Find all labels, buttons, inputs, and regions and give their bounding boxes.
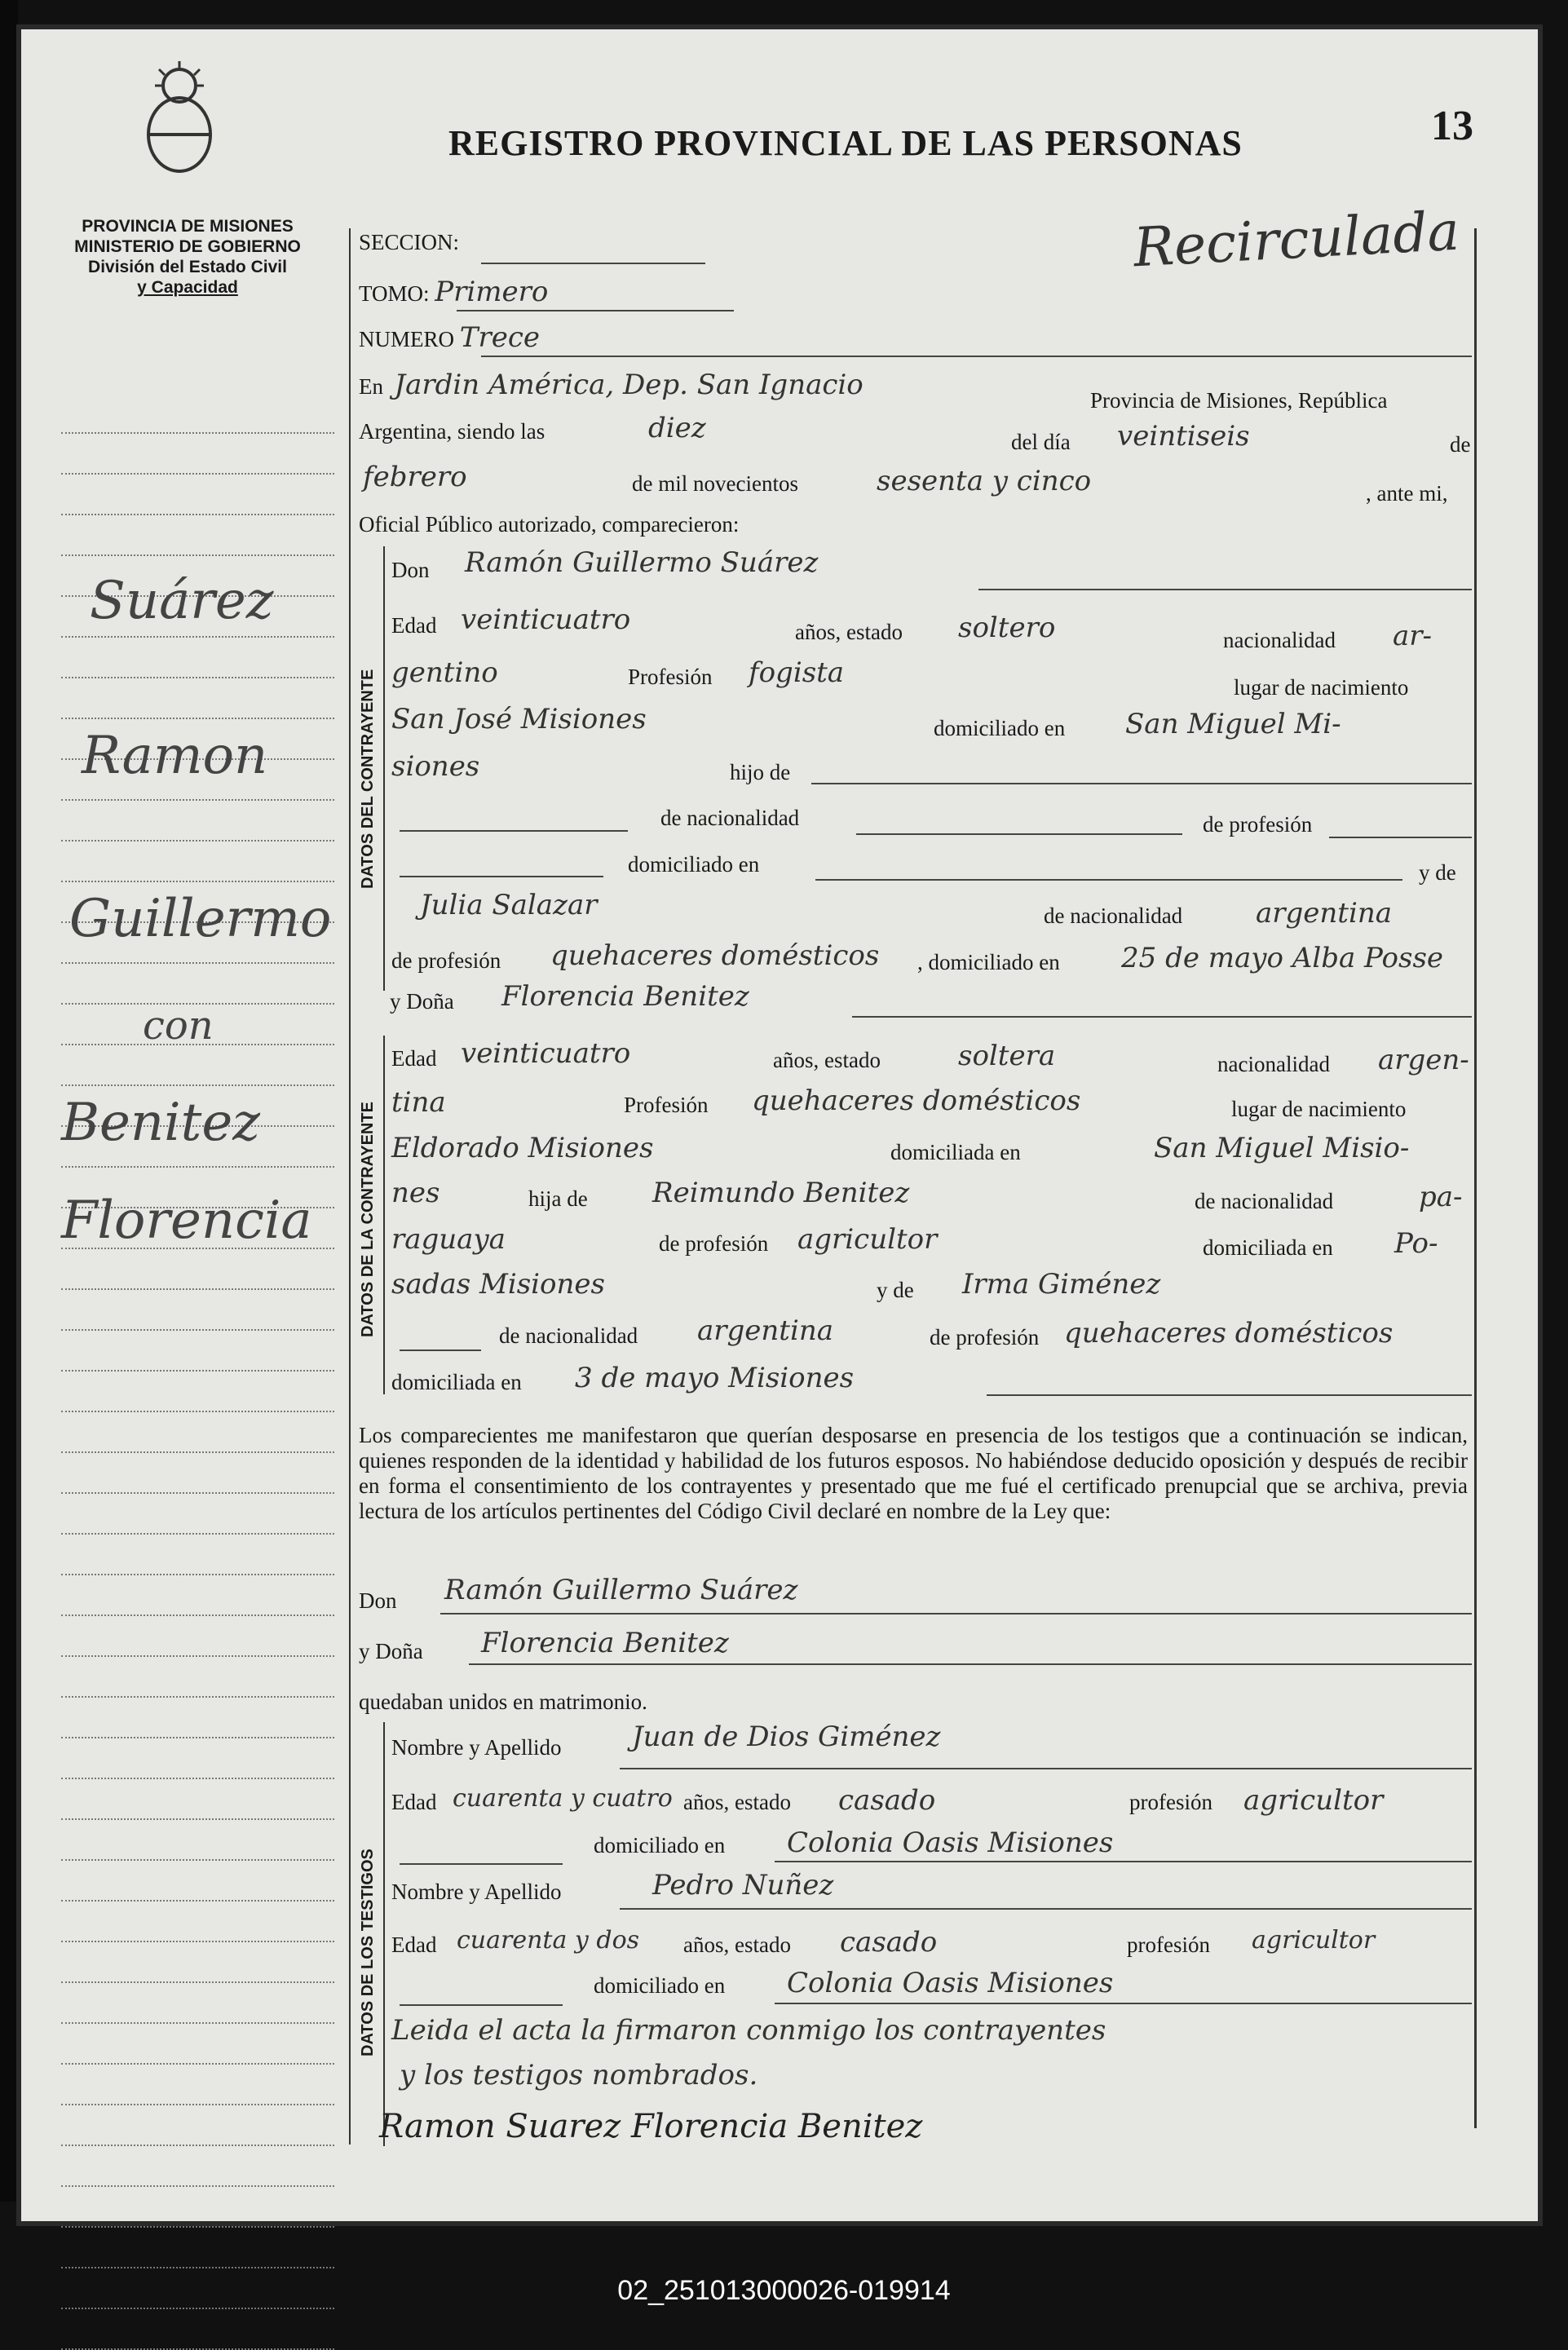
padre-prof-label: de profesión	[1203, 812, 1313, 837]
contrayente-female-caption: DATOS DE LA CONTRAYENTE	[359, 1102, 377, 1337]
t2-nombre-label: Nombre y Apellido	[391, 1880, 562, 1904]
margin-name-3: Florencia	[61, 1190, 312, 1251]
yde-label: y de	[1419, 860, 1456, 885]
madre-name-2: Irma Giménez	[962, 1268, 1161, 1301]
decl-dona-name: Florencia Benitez	[481, 1627, 729, 1659]
t1-dom-label: domiciliado en	[594, 1833, 726, 1857]
domicilio-value-b: siones	[391, 750, 480, 783]
madre-prof-value: quehaceres domésticos	[550, 939, 880, 972]
t1-edad-label: Edad	[391, 1790, 437, 1814]
hija-label: hija de	[528, 1186, 588, 1211]
madre-nac-label: de nacionalidad	[1044, 903, 1183, 928]
t2-estado: casado	[840, 1926, 938, 1959]
margin-rule	[61, 1778, 334, 1779]
numero-line	[481, 356, 1472, 357]
margin-rule	[61, 1451, 334, 1453]
margin-rule	[61, 1941, 334, 1942]
coat-of-arms-icon	[135, 57, 224, 179]
padre-nac-value-2a: pa-	[1419, 1181, 1463, 1213]
margin-rule	[61, 473, 334, 475]
madre-prof-label-2: de profesión	[930, 1325, 1040, 1349]
contrayente-female-name: Florencia Benitez	[501, 980, 749, 1013]
margin-rule	[61, 881, 334, 882]
margin-rule	[61, 1655, 334, 1657]
madre-prof-value-2: quehaceres domésticos	[1064, 1317, 1394, 1349]
t1-name: Juan de Dios Giménez	[632, 1721, 941, 1753]
recirculada-stamp: Recirculada	[1132, 199, 1461, 280]
t2-dom-blank	[400, 2004, 563, 2006]
t1-dom-blank	[400, 1863, 563, 1865]
seccion-line	[481, 263, 705, 264]
domicilio-value-2b: nes	[391, 1177, 440, 1209]
t2-dom-line	[775, 2003, 1472, 2004]
margin-rule	[61, 1859, 334, 1861]
dia-label: del día	[1011, 430, 1071, 454]
domicilio-label-2: domiciliada en	[890, 1140, 1021, 1164]
domicilio-value-a: San Miguel Mi-	[1125, 708, 1341, 740]
t1-nombre-label: Nombre y Apellido	[391, 1735, 562, 1760]
estado-label: años, estado	[795, 620, 903, 644]
madre-prof-label: de profesión	[391, 948, 501, 973]
padre-dom-value-2a: Po-	[1394, 1227, 1438, 1260]
t1-nombre-line	[620, 1768, 1472, 1769]
madre-dom-label-2: domiciliada en	[391, 1370, 522, 1394]
margin-surname: Suárez	[90, 571, 274, 631]
nacionalidad-value-2a: argen-	[1378, 1044, 1469, 1076]
estado-value-2: soltera	[958, 1040, 1056, 1072]
t2-prof-label: profesión	[1127, 1933, 1210, 1957]
margin-rule	[61, 1615, 334, 1616]
margin-rule	[61, 2267, 334, 2268]
margin-column	[49, 204, 338, 2145]
t1-dom-line	[775, 1861, 1472, 1862]
decl-don-name: Ramón Guillermo Suárez	[444, 1574, 798, 1606]
right-border	[1474, 228, 1477, 2128]
padre-dom-label: domiciliado en	[628, 852, 760, 877]
margin-rule	[61, 1166, 334, 1168]
mes-value: febrero	[363, 461, 467, 493]
t2-dom-label: domiciliado en	[594, 1973, 726, 1998]
madre-dom-line	[987, 1394, 1472, 1396]
t1-dom: Colonia Oasis Misiones	[787, 1827, 1114, 1859]
decl-don-line	[440, 1613, 1472, 1615]
lugar-nacimiento-label-2: lugar de nacimiento	[1231, 1097, 1407, 1121]
lugar-nacimiento-value-2: Eldorado Misiones	[391, 1132, 654, 1164]
column-divider	[349, 228, 351, 2145]
contrayente-caption: DATOS DEL CONTRAYENTE	[359, 669, 377, 889]
margin-rule	[61, 1329, 334, 1331]
t2-name: Pedro Nuñez	[652, 1869, 834, 1902]
margin-rule	[61, 1900, 334, 1902]
t2-estado-label: años, estado	[683, 1933, 791, 1957]
margin-rule	[61, 718, 334, 719]
testigos-caption: DATOS DE LOS TESTIGOS	[359, 1849, 377, 2056]
division-label: División del Estado Civil	[88, 258, 287, 276]
margin-rule	[61, 1084, 334, 1086]
lugar-nacimiento-value: San José Misiones	[391, 703, 647, 735]
lugar-row	[359, 369, 864, 401]
t2-nombre-line	[620, 1908, 1472, 1910]
anio-label: de mil novecientos	[632, 471, 798, 496]
margin-rule	[61, 840, 334, 841]
padre-name-2: Reimundo Benitez	[652, 1177, 910, 1209]
padre-nac-line	[856, 833, 1182, 835]
t1-estado-label: años, estado	[683, 1790, 791, 1814]
margin-rule	[61, 2308, 334, 2309]
margin-rule	[61, 2226, 334, 2228]
lugar-nacimiento-label: lugar de nacimiento	[1234, 675, 1409, 700]
padre-nac-value-2b: raguaya	[391, 1223, 506, 1256]
estado-label-2: años, estado	[773, 1048, 881, 1072]
lugar-value: Jardin América, Dep. San Ignacio	[394, 369, 864, 401]
margin-rule	[61, 2063, 334, 2065]
madre-dom-value-2: 3 de mayo Misiones	[575, 1362, 855, 1394]
seccion-label: SECCION:	[359, 230, 460, 254]
ante-mi: , ante mi,	[1366, 481, 1448, 506]
margin-rule	[61, 1981, 334, 1983]
numero-label: NUMERO	[359, 327, 455, 351]
margin-rule	[61, 1574, 334, 1575]
profesion-value-2: quehaceres domésticos	[752, 1084, 1081, 1117]
page-title: REGISTRO PROVINCIAL DE LAS PERSONAS	[448, 123, 1243, 163]
padre-dom-value-2b: sadas Misiones	[391, 1268, 605, 1301]
madre-nac-label-2: de nacionalidad	[499, 1323, 638, 1348]
numero-row	[359, 321, 540, 354]
padre-nac-label: de nacionalidad	[660, 806, 800, 830]
margin-rule	[61, 962, 334, 964]
margin-name-1: Ramon	[82, 726, 268, 786]
hora-value: diez	[648, 412, 706, 444]
madre-name: Julia Salazar	[420, 889, 598, 921]
padre-dom-line	[815, 879, 1402, 881]
ministry-label: MINISTERIO DE GOBIERNO	[74, 237, 301, 256]
nacionalidad-value-2b: tina	[391, 1086, 446, 1119]
tomo-line	[457, 310, 734, 311]
numero-value: Trece	[459, 321, 540, 354]
padre-nac-label-2: de nacionalidad	[1195, 1189, 1334, 1213]
margin-rule	[61, 1696, 334, 1698]
nacionalidad-label-2: nacionalidad	[1217, 1052, 1330, 1076]
madre-nac-value-2: argentina	[697, 1314, 834, 1347]
provincia-text: Provincia de Misiones, República	[1090, 388, 1388, 413]
margin-rule	[61, 1288, 334, 1290]
tomo-row	[359, 276, 548, 308]
padre-dom-label-2: domiciliada en	[1203, 1235, 1333, 1260]
margin-rule	[61, 2022, 334, 2024]
t2-dom: Colonia Oasis Misiones	[787, 1967, 1114, 1999]
seccion-row	[359, 230, 459, 255]
padre-line	[811, 783, 1472, 784]
dona-label: y Doña	[390, 989, 454, 1014]
division-label-2: y Capacidad	[137, 278, 238, 297]
margin-rule	[61, 1818, 334, 1820]
padre-prof-label-2: de profesión	[659, 1231, 769, 1256]
closing-note-b: y los testigos nombrados.	[400, 2059, 758, 2092]
margin-rule	[61, 554, 334, 556]
t1-prof-label: profesión	[1129, 1790, 1212, 1814]
profesion-label: Profesión	[628, 665, 713, 689]
unidos-text: quedaban unidos en matrimonio.	[359, 1690, 647, 1714]
dona-line	[852, 1016, 1472, 1018]
contrayente-name: Ramón Guillermo Suárez	[465, 546, 819, 579]
closing-note-a: Leida el acta la firmaron conmigo los contrayentes	[391, 2014, 1106, 2047]
padre-nac-blank	[400, 830, 628, 832]
decl-don-label: Don	[359, 1588, 397, 1613]
profesion-label-2: Profesión	[624, 1093, 709, 1117]
argentina-text: Argentina, siendo las	[359, 419, 545, 444]
margin-rule	[61, 1411, 334, 1412]
decl-dona-label: y Doña	[359, 1639, 423, 1663]
dia-value: veintiseis	[1117, 420, 1250, 453]
nacionalidad-value-b: gentino	[391, 656, 498, 689]
decl-dona-line	[469, 1663, 1472, 1665]
nacionalidad-value-a: ar-	[1393, 620, 1433, 652]
margin-surname-2: Benitez	[61, 1093, 260, 1153]
page-number: 13	[1431, 103, 1473, 149]
margin-rule	[61, 1737, 334, 1738]
margin-rule	[61, 636, 334, 638]
yde-label-2: y de	[877, 1278, 914, 1302]
t2-edad-label: Edad	[391, 1933, 437, 1957]
margin-rule	[61, 1533, 334, 1535]
nacionalidad-label: nacionalidad	[1223, 628, 1336, 652]
edad-label: Edad	[391, 613, 437, 638]
estado-value: soltero	[958, 612, 1056, 644]
tomo-label: TOMO:	[359, 281, 430, 306]
margin-connector: con	[143, 1003, 214, 1049]
madre-nac-value: argentina	[1256, 897, 1393, 930]
padre-prof-line	[1329, 837, 1472, 838]
padre-prof-blank	[400, 876, 603, 877]
margin-rule	[61, 1370, 334, 1372]
profesion-value: fogista	[749, 656, 845, 689]
madre-blank-line	[400, 1349, 481, 1351]
hijo-label: hijo de	[730, 760, 791, 784]
margin-rule	[61, 2145, 334, 2146]
padre-prof-value-2: agricultor	[797, 1223, 938, 1256]
margin-rule	[61, 677, 334, 678]
margin-name-2: Guillermo	[69, 889, 332, 949]
book-spine	[0, 0, 18, 2202]
t1-edad: cuarenta y cuatro	[453, 1784, 673, 1813]
margin-rule	[61, 514, 334, 515]
edad-label-2: Edad	[391, 1046, 437, 1071]
t1-estado: casado	[838, 1784, 936, 1817]
madre-dom-label: , domiciliado en	[917, 950, 1060, 974]
signatures: Ramon Suarez Florencia Benitez	[379, 2108, 923, 2145]
oficial-text: Oficial Público autorizado, comparecieron:	[359, 512, 740, 537]
margin-rule	[61, 1492, 334, 1494]
province-label: PROVINCIA DE MISIONES	[82, 217, 294, 236]
t2-prof: agricultor	[1252, 1926, 1376, 1955]
anio-value: sesenta y cinco	[877, 465, 1092, 497]
margin-rule	[61, 2104, 334, 2105]
archive-code: 02_251013000026-019914	[617, 2275, 951, 2306]
t2-edad: cuarenta y dos	[457, 1926, 640, 1955]
tomo-value: Primero	[435, 276, 549, 308]
edad-value-2: veinticuatro	[461, 1037, 631, 1070]
en-label: En	[359, 374, 383, 399]
domicilio-value-2a: San Miguel Misio-	[1154, 1132, 1410, 1164]
madre-dom-value: 25 de mayo Alba Posse	[1121, 942, 1444, 974]
domicilio-label: domiciliado en	[934, 716, 1066, 740]
don-label: Don	[391, 558, 430, 582]
margin-rule	[61, 2185, 334, 2187]
declaration-paragraph: Los comparecientes me manifestaron que querían desposarse en presencia de los testigos que a continuación se indican, quienes responden de la identidad y habilidad de los futuros esposos. No habiéndose deducido oposición y después de recibir en forma el consentimiento de los contrayentes y presentado que me fué el certificado prenupcial que se archiva, previa lectura de los artículos pertinentes del Código Civil declaré en nombre de la Ley que:	[359, 1423, 1468, 1523]
edad-value: veinticuatro	[461, 603, 631, 636]
margin-rule	[61, 432, 334, 434]
don-line	[978, 589, 1472, 590]
de-label: de	[1450, 432, 1471, 457]
margin-rule	[61, 799, 334, 801]
t1-prof: agricultor	[1243, 1784, 1384, 1817]
